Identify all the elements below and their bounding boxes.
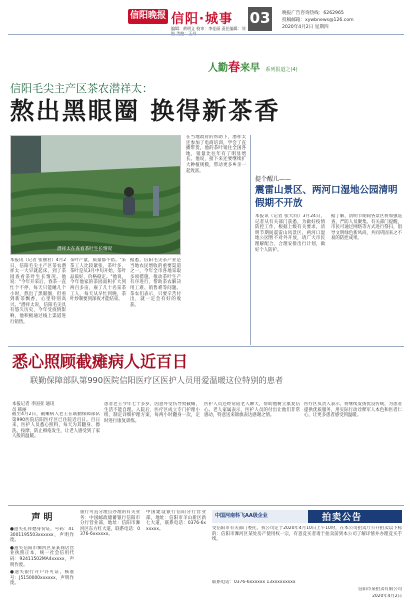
newspaper-logo: 信阳晚报	[128, 9, 168, 24]
auction-body: 受信阳市有关部门委托，我公司定于2020年4月10日上午10时，在本公司拍卖厅公开拍卖以下标的：信阳市浉河区某处房产使用权一宗，有意竞买者请于拍卖前到本公司了解详情并办理竞买手续。	[212, 526, 402, 543]
feature-byline: 本报记者 李国亚 通讯员 韩丽	[12, 402, 55, 413]
section-rule-lower	[8, 505, 404, 506]
lead-body-col3: 据悉，信阳毛尖茶产业是当地农民增收的重要渠道之一，今年全市各地采取多项措施，推动茶叶生产有序进行，帮助茶农解决用工难、销售难等问题。茶农们表示，只要辛苦付出，就一定会有好的收获。	[130, 258, 181, 308]
lead-kicker: 信阳毛尖主产区茶农潜祥太：	[10, 82, 153, 95]
auction-date: 2020年4月2日	[372, 594, 402, 599]
series-banner-text: 人勤春来早	[208, 60, 261, 74]
side-headline: 震雷山景区、两河口湿地公园清明假期不开放	[255, 185, 398, 209]
column-divider	[250, 135, 251, 345]
bank-notice-col1: 银行可直分理点办理的有关业务：中国邮政储蓄银行信阳市分行营业部，地址：信阳市浉河区东方红大道，联系电话：0376-6xxxxxx。	[80, 510, 140, 538]
section-title: 信阳·城事	[171, 12, 233, 27]
side-body-col1: 本报讯（记者 张大同）3月24日，记者从有关部门获悉，为做好疫情防控工作，根据上级有关要求，清明节期间震雷山风景区、两河口湿地公园暂不对外开放，请广大市民理解配合，合理安排出行计划，做好个人防护。	[255, 214, 325, 253]
notice-title: 声 明	[31, 513, 53, 523]
feature-subhead: 联勤保障部队第990医院信阳医疗区医护人员用爱温暖这位特别的患者	[30, 375, 284, 385]
lead-headline: 熬出黑眼圈 换得新茶香	[10, 96, 281, 125]
auction-contact: 联系电话：0376-6xxxxxx 13xxxxxxxxx	[212, 580, 296, 585]
side-body-col2: 据了解，清明节期间各景区将加强巡查，严防人员聚集。有关部门提醒，市民可通过网络等方式进行祭扫，倡导文明绿色新风尚，共同巩固来之不易的防控成果。	[331, 214, 402, 242]
side-kicker: 提个醒儿——	[255, 176, 292, 183]
masthead-editor-info: 编辑：黄明义 校审：李佳丽 责任编辑：刘	[171, 26, 246, 31]
auction-company: 信阳市某拍卖有限公司	[358, 587, 402, 592]
feature-body-col1: 截至4月2日，截瘫病人老王在联勤保障部队第990医院信阳医疗区已住院近百日。百日来，医护人员悉心照料，每天为其翻身、擦洗、按摩，防止褥疮发生，让老人感受到了家人般的温暖。	[12, 412, 100, 440]
auction-header	[212, 510, 402, 523]
notice-box	[10, 510, 74, 606]
auction-box	[212, 510, 402, 606]
tea-garden-illustration	[11, 136, 181, 255]
feature-body-col3: 医护人员还经常陪老人聊天，帮助他树立康复信心。老人家属表示，医护人员的付出让他们非常感动，特意送来锦旗表达感谢之情。	[204, 402, 300, 419]
feature-body-col4: 医疗区负责人表示，将继续发扬优良传统，为患者提供优质服务，用实际行动诠释军人本色和医者仁心，让更多患者感受到温暖。	[304, 402, 402, 419]
series-banner-suffix: 系列报道之(4)	[265, 67, 298, 73]
lead-body-col4: 在当地政府的帮助下，潜祥太还参加了电商培训，学会了直播带货，他的茶叶销往全国各地，销量比往年有了明显增长。他说，接下来还要继续扩大种植规模，带动更多乡亲一起致富。	[186, 135, 246, 174]
notice-line: ●遗失银行开户许可证，核准号：J5150000xxxxxx，声明作废。	[10, 570, 74, 587]
series-banner	[208, 56, 404, 72]
page-number: 03	[248, 7, 272, 31]
bank-notice-col2: 中国建设银行信阳分行营业部，地址：信阳市羊山新区新七大道，联系电话：0376-6xxxxxx。	[146, 510, 206, 532]
masthead-rule	[8, 34, 404, 35]
masthead-contact-info: 晚报广告咨询热线：6262965 投稿邮箱：xywbnews@126.com 2020年4月2日 星期四	[282, 11, 354, 30]
lead-body-col1: 本报讯（记者 张丽君）4月2日，信阳毛尖主产区茶农潜祥太一大早就起床，到了茶园查看茶叶生长情况。他说："今年开采后，春茶一直忙个不停，每天只能睡几个小时，熬出了黑眼圈，但看到新茶飘香，心里特别高兴。"潜祥太说，信阳毛尖具有悠久历史，今年受疫情影响，他积极通过线上渠道进行销售。	[10, 258, 66, 325]
lead-body-col2: 茶叶产量，质量都不错。"采茶工人比较紧张，茶叶多，茶叶是从3月中旬开始，茶叶品质好，价格稳定。"他说，今年他家的茶园面积扩大到两百多亩，雇了几十名采茶工人，每天从早忙到晚，茶叶炒制要到深夜才能结束。	[70, 258, 126, 303]
auction-seller-label: 中国河南科飞AA级企业	[212, 510, 308, 523]
tea-garden-photo	[10, 135, 181, 255]
notice-line: ●遗失孔祥德身份证，号码：413001195503xxxxxx，声明作废。	[10, 527, 74, 544]
section-rule-middle	[8, 346, 404, 347]
notice-line: ●遗失信阳市浉河区某某商店营业执照正本，统一社会信用代码：92411502MA4xxxxx，声明作废。	[10, 545, 74, 568]
feature-headline: 悉心照顾截瘫病人近百日	[12, 352, 189, 371]
feature-body-col2: 患者老王今年七十多岁，因意外受伤导致截瘫，生活不能自理。入院后，医疗区成立专门护理小组，制定详细护理方案，每两小时翻身一次，定时进行康复训练。	[104, 402, 200, 424]
auction-title: 拍卖公告	[322, 513, 363, 523]
photo-caption: 潜祥太在查看茶叶生长情况	[57, 247, 113, 252]
